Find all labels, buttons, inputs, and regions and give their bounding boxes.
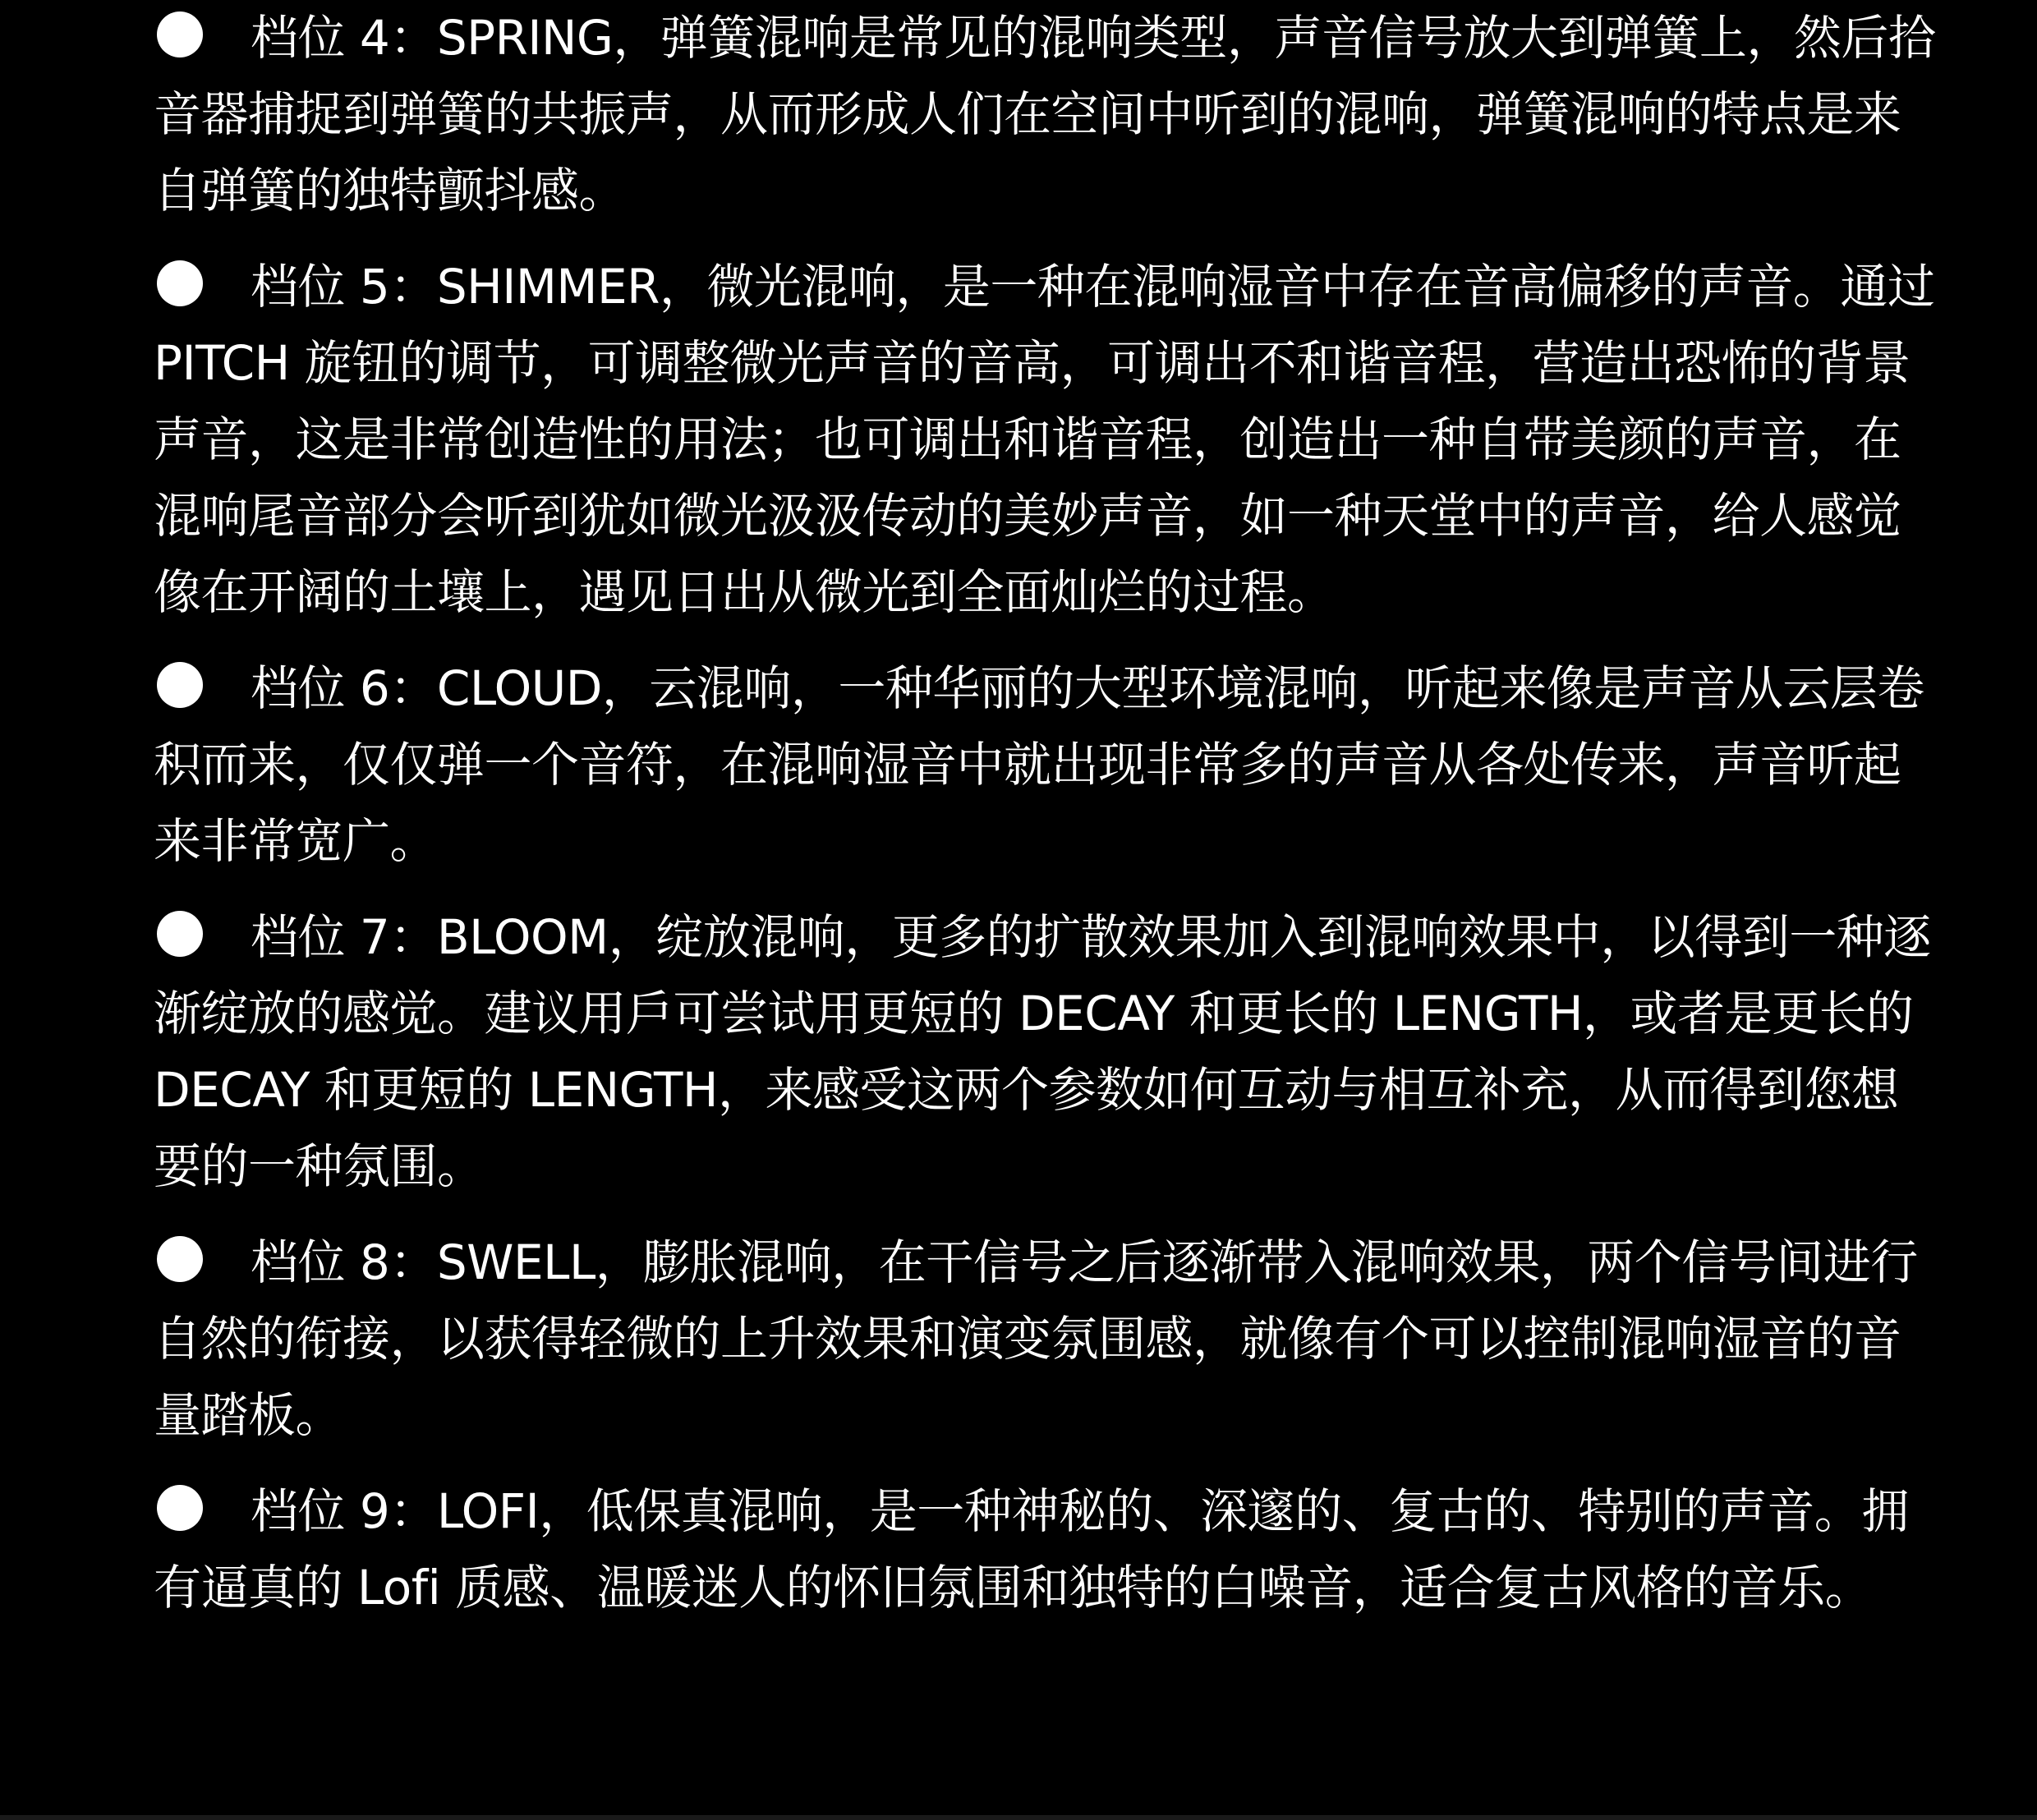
mode-description: SHIMMER，微光混响，是一种在混响湿音中存在音高偏移的声音。通过 PITCH 旋钮的调节，可调整微光声音的音高，可调出不和谐音程，营造出恐怖的背景声音，这是非常创造性的用法；也可调出和谐音程，创造出一种自带美颜的声音，在混响尾音部分会听到犹如微光汲汲传动的美妙声音，如一种天堂中的声音，给人感觉像在开阔的土壤上，遇见日出从微光到全面灿烂的过程。 (154, 259, 1935, 620)
mode-prefix: 档位 4： (251, 10, 437, 66)
bullet-icon (157, 1485, 203, 1531)
bullet-icon (157, 1236, 203, 1282)
bottom-divider (0, 1815, 2037, 1820)
mode-item-9 (154, 1473, 1944, 1626)
mode-description: SPRING，弹簧混响是常见的混响类型，声音信号放大到弹簧上，然后拾音器捕捉到弹簧的共振声，从而形成人们在空间中听到的混响，弹簧混响的特点是来自弹簧的独特颤抖感。 (154, 10, 1936, 218)
bullet-icon (157, 911, 203, 957)
mode-prefix: 档位 7： (251, 909, 437, 965)
mode-item-6 (154, 650, 1944, 880)
mode-item-5 (154, 249, 1944, 631)
mode-item-4 (154, 0, 1944, 229)
mode-item-7 (154, 899, 1944, 1205)
reverb-modes-list (154, 0, 1944, 1626)
mode-item-8 (154, 1225, 1944, 1454)
bullet-icon (157, 11, 203, 57)
mode-prefix: 档位 5： (251, 259, 437, 315)
mode-description: CLOUD，云混响，一种华丽的大型环境混响，听起来像是声音从云层卷积而来，仅仅弹一个音符，在混响湿音中就出现非常多的声音从各处传来，声音听起来非常宽广。 (154, 660, 1924, 869)
mode-description: LOFI，低保真混响，是一种神秘的、深邃的、复古的、特别的声音。拥有逼真的 Lofi 质感、温暖迷人的怀旧氛围和独特的白噪音，适合复古风格的音乐。 (154, 1483, 1909, 1615)
mode-prefix: 档位 8： (251, 1234, 437, 1290)
mode-description: BLOOM，绽放混响，更多的扩散效果加入到混响效果中，以得到一种逐渐绽放的感觉。建议用戶可尝试用更短的 DECAY 和更长的 LENGTH，或者是更长的 DECAY 和更短的 LENGTH，来感受这两个参数如何互动与相互补充，从而得到您想要的一种氛围。 (154, 909, 1931, 1194)
mode-description: SWELL，膨胀混响，在干信号之后逐渐带入混响效果，两个信号间进行自然的衔接，以获得轻微的上升效果和演变氛围感，就像有个可以控制混响湿音的音量踏板。 (154, 1234, 1918, 1443)
mode-prefix: 档位 9： (251, 1483, 437, 1539)
bullet-icon (157, 662, 203, 708)
mode-prefix: 档位 6： (251, 660, 437, 716)
bullet-icon (157, 260, 203, 306)
